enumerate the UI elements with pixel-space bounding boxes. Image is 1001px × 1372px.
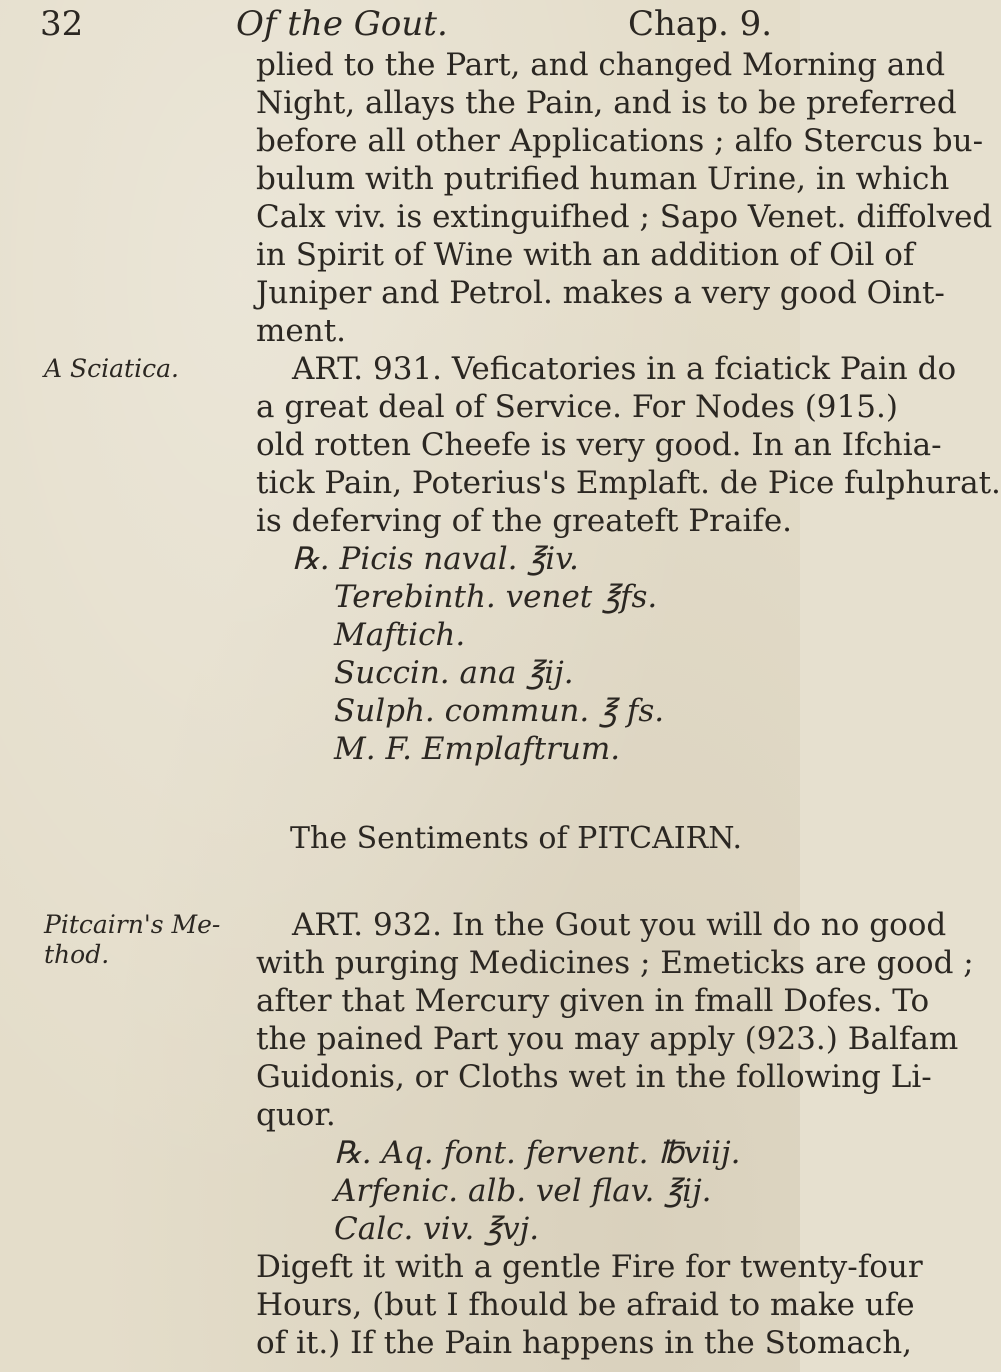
text-line: quor. (256, 1097, 336, 1133)
recipe-line: M. F. Emplaftrum. (334, 731, 621, 767)
article-931-line: ART. 931. Veficatories in a fciatick Pain do (292, 351, 957, 387)
text-line (256, 1364, 279, 1365)
text-line: Juniper and Petrol. makes a very good Oint- (256, 275, 945, 311)
text-line: Calx viv. is extinguifhed ; Sapo Venet. diffolved (256, 199, 993, 235)
text-line: a great deal of Service. For Nodes (915.) (256, 389, 898, 425)
text-line: Hours, (but I fhould be afraid to make ufe (256, 1287, 915, 1323)
text-line: Night, allays the Pain, and is to be preferred (256, 85, 957, 121)
recipe-line: Succin. ana ℥ij. (334, 655, 574, 691)
page-number: 32 (40, 4, 84, 44)
text-line: after that Mercury given in fmall Dofes. To (256, 983, 930, 1019)
text-line: Guidonis, or Cloths wet in the following Li- (256, 1059, 932, 1095)
text-line (256, 1366, 279, 1367)
text-line: bulum with putrified human Urine, in which (256, 161, 950, 197)
margin-note-sciatica: A Sciatica. (44, 354, 179, 383)
section-heading: The Sentiments of PITCAIRN. (290, 821, 743, 856)
text-line: Digeft it with a gentle Fire for twenty-four (256, 1249, 923, 1285)
chapter-label: Chap. 9. (628, 4, 773, 44)
article-932-line: ART. 932. In the Gout you will do no good (292, 907, 947, 943)
recipe-line: Calc. viv. ℥vj. (334, 1211, 540, 1247)
recipe-line: Sulph. commun. ℥ fs. (334, 693, 665, 729)
text-line: with purging Medicines ; Emeticks are good ; (256, 945, 974, 981)
margin-note-pitcairn: Pitcairn's Me- (44, 910, 221, 939)
recipe-line: ℞. Aq. font. fervent. ℔viij. (334, 1135, 741, 1171)
text-line: ment. (256, 313, 347, 349)
text-line: tick Pain, Poterius's Emplaft. de Pice fulphurat. (256, 465, 1001, 501)
text-line: is deferving of the greateft Praife. (256, 503, 793, 539)
text-line: the pained Part you may apply (923.) Balfam (256, 1021, 959, 1057)
text-line: before all other Applications ; alfo Stercus bu- (256, 123, 984, 159)
text-line: in Spirit of Wine with an addition of Oil of (256, 237, 915, 273)
recipe-line: Terebinth. venet ℥fs. (334, 579, 658, 615)
running-title: Of the Gout. (236, 4, 448, 44)
recipe-line: Maftich. (334, 617, 466, 653)
text-line: of it.) If the Pain happens in the Stomach, (256, 1325, 913, 1361)
recipe-line: ℞. Picis naval. ℥iv. (292, 541, 579, 577)
text-line: plied to the Part, and changed Morning and (256, 47, 946, 83)
continuation-lines (256, 1362, 279, 1370)
text-line: old rotten Cheefe is very good. In an Ifchia- (256, 427, 942, 463)
margin-note-pitcairn-2: thod. (44, 940, 110, 969)
recipe-line: Arfenic. alb. vel flav. ℥ij. (334, 1173, 712, 1209)
